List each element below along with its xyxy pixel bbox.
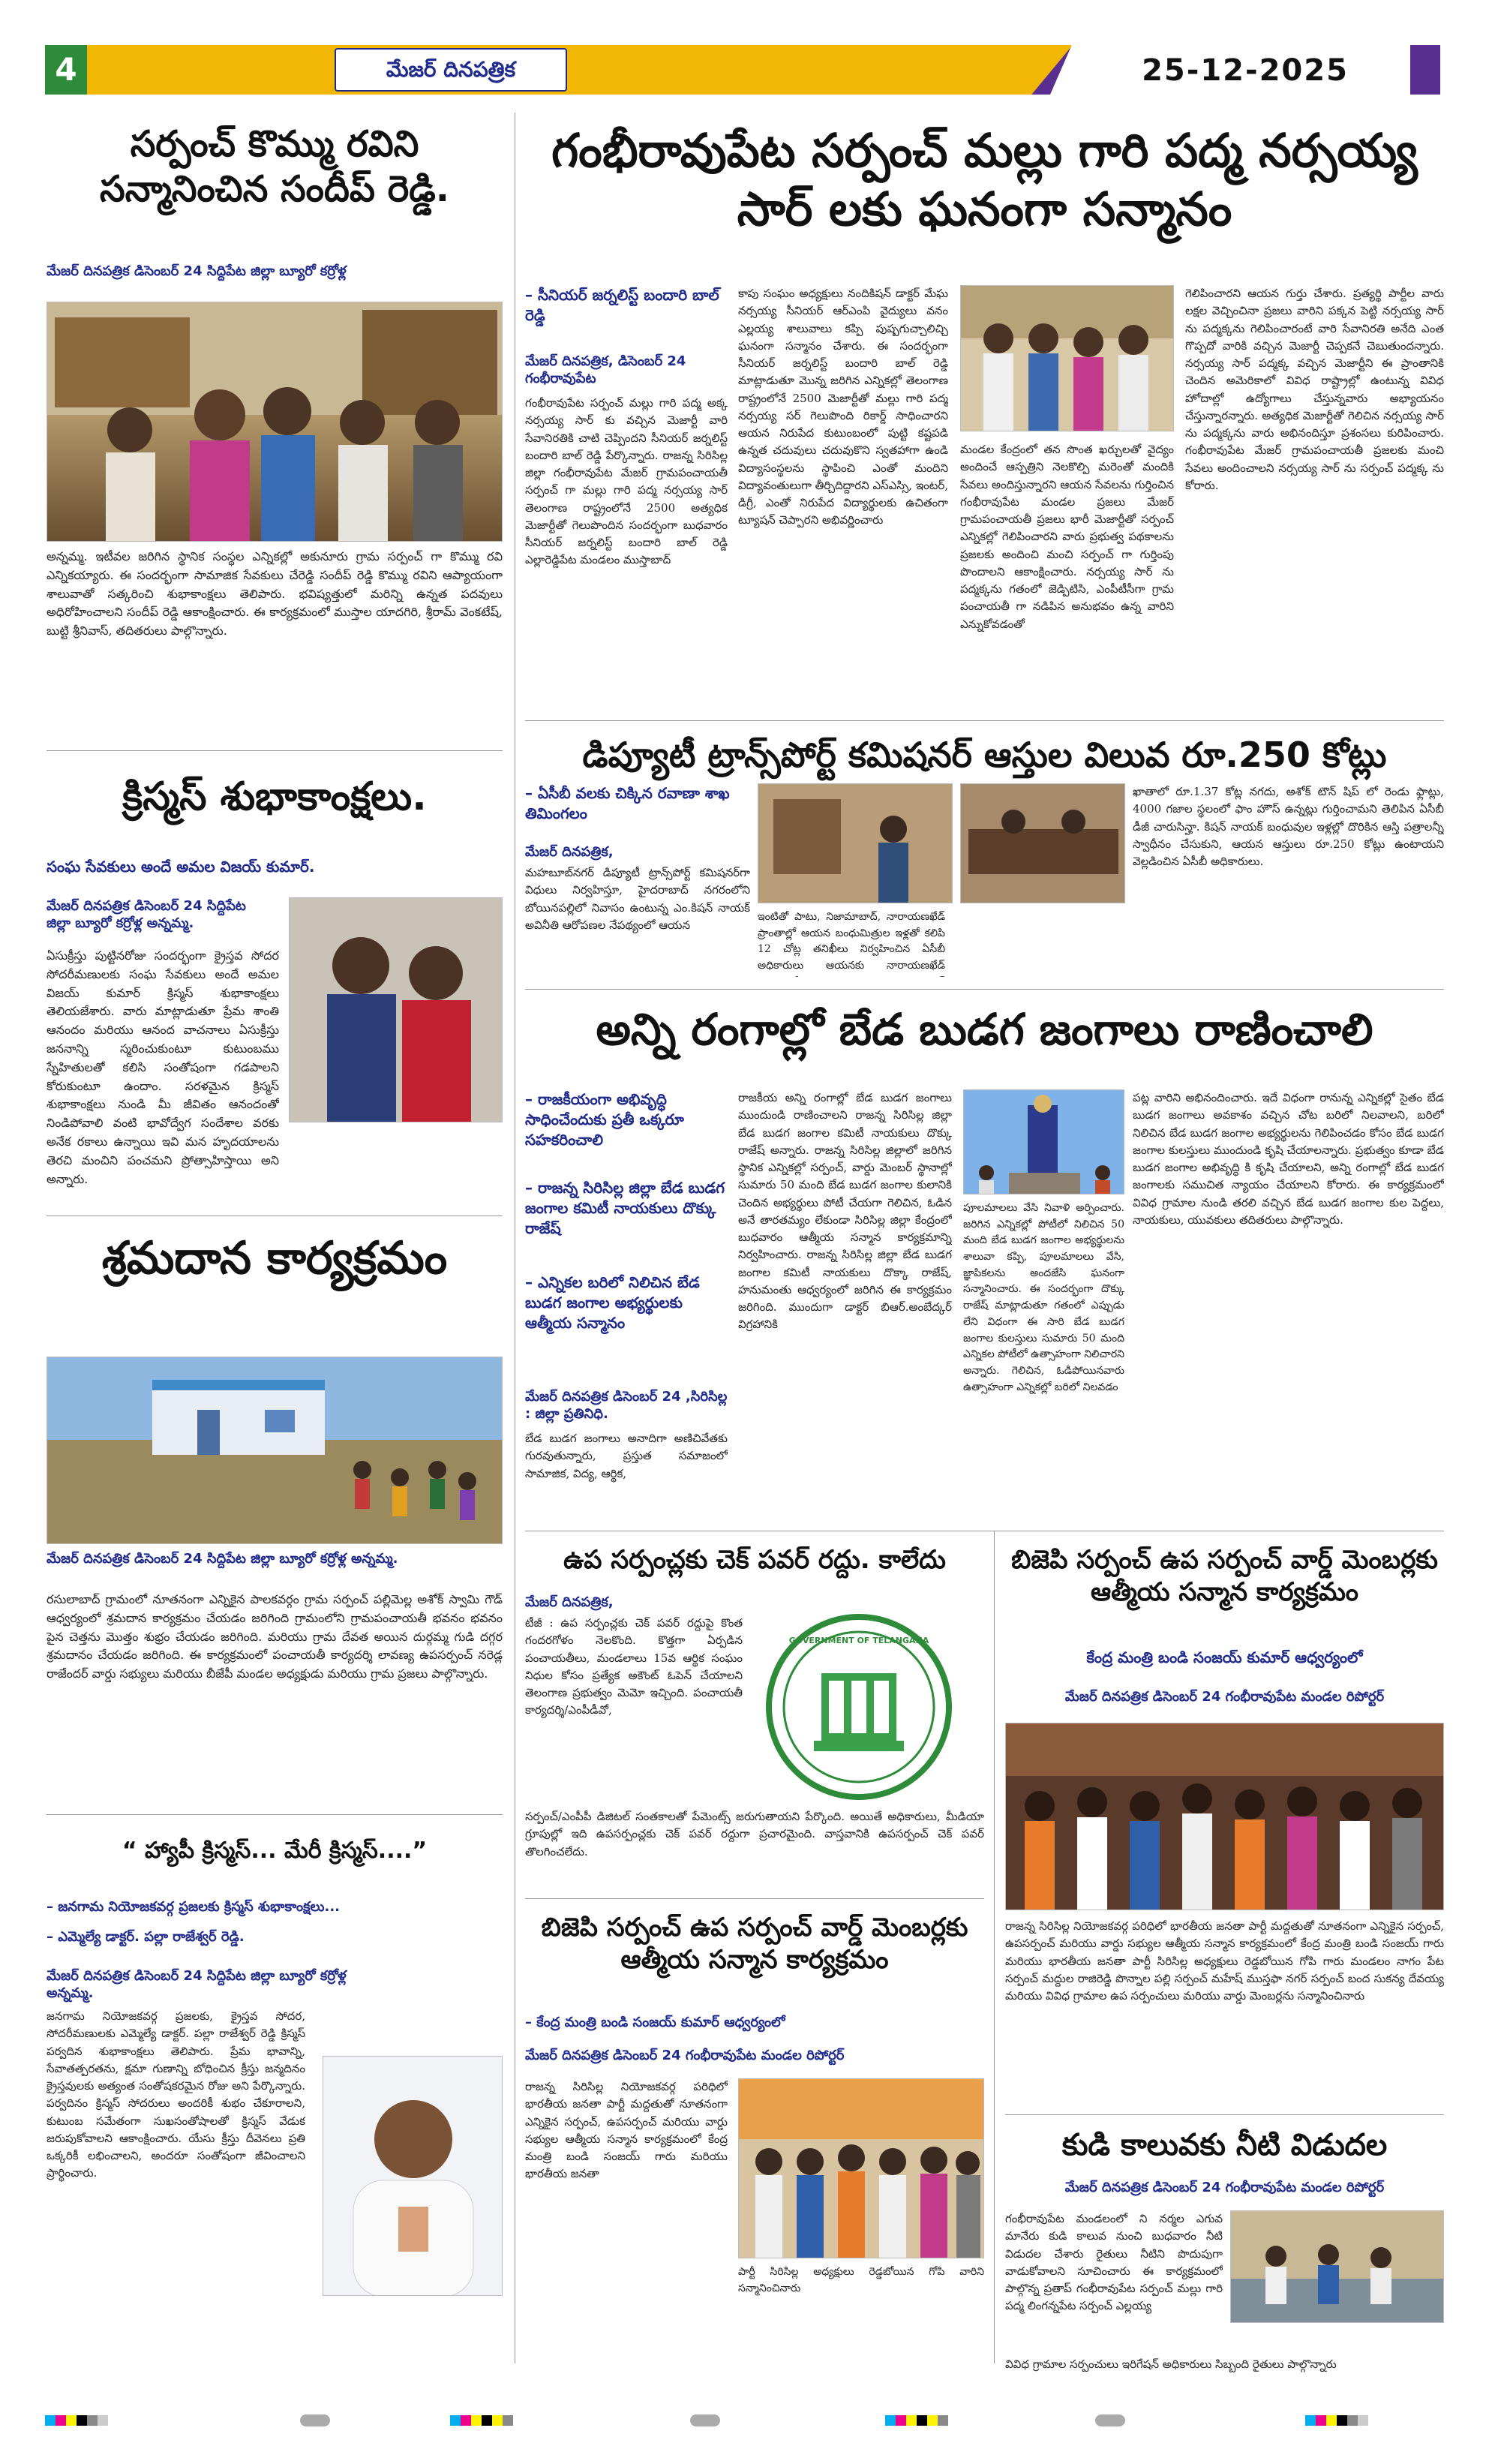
page-number: 4	[55, 51, 77, 88]
canal-water-dateline: మేజర్ దినపత్రిక డిసెంబర్ 24 గంభీరావుపేట మండల రిపోర్టర్	[1064, 2180, 1385, 2195]
bjp-right-photo-art	[1006, 1723, 1444, 1910]
bjp-center-dateline: మేజర్ దినపత్రిక డిసెంబర్ 24 గంభీరావుపేట మండల రిపోర్టర్	[525, 2048, 845, 2063]
bjp-right-headline: బిజెపి సర్పంచ్ ఉప సర్పంచ్ వార్డ్ మెంబర్లకు ఆత్మీయ సన్మాన కార్యక్రమం	[1011, 1545, 1438, 1607]
printer-grey-mark	[690, 2414, 720, 2426]
canal-water-photo-art	[1231, 2211, 1444, 2323]
check-power-headline: ఉప సర్పంచ్లకు చెక్ పవర్ రద్దు. కాలేదు	[563, 1545, 946, 1575]
check-power-body-col1: టీజీ : ఉప సర్పంచ్లకు చెక్ పవర్ రద్దుపై కొంత గందరగోళం నెలకొంది. కొత్తగా ఏర్పడిన పంచాయతీలు, మండలాలు 15వ ఆర్థిక సంఘం నిధుల కోసం ప్రత్యేక అకౌంట్ ఓపెన్ చేయాలని తెలంగాణ ప్రభుత్వం మెమో ఇచ్చింది. పంచాయతీ కార్యదర్శి/ఎంపీడీవో,	[525, 1616, 743, 1717]
gambhiraopet-photo	[960, 285, 1174, 431]
sarpanch-left-body: అన్నమ్మ. ఇటీవల జరిగిన స్థానిక సంస్థల ఎన్నికల్లో అకునూరు గ్రామ సర్పంచ్ గా కొమ్ము రవి ఎన్నికయ్యారు. ఈ సందర్భంగా సామాజిక సేవకులు చేరెడ్డి సందీప్ రెడ్డి కొమ్ము రవిని ఆప్యాయంగా శాలువాతో సత్కరించి శుభాకాంక్షలు తెలిపారు. భవిష్యత్తులో మరిన్ని ఉన్నత పదవులు అధిరోహించాలని సందీప్ రెడ్డి ఆకాంక్షించారు. ఈ కార్యక్రమంలో ముస్తాల యాదగిరి, శ్రీరామ్ వెంకటేష్, బుట్టి శ్రీనివాస్, తదితరులు పాల్గొన్నారు.	[47, 549, 503, 639]
deputy-transport-photo-2-art	[961, 784, 1125, 903]
bc-leaders-body-col3: పూలమాలలు వేసి నివాళి అర్పించారు. జరిగిన ఎన్నికల్లో పోటీలో నిలిచిన 50 మంది బేడ బుడగ జంగాల అభ్యర్థులను శాలువా కప్పి, పూలమాలలు వేసి, జ్ఞాపికలను అందజేసి ఘనంగా సన్మానించారు. ఈ సందర్భంగా దొక్కు రాజేష్ మాట్లాడుతూ గతంలో ఎప్పుడు లేని విధంగా ఈ సారి బేడ బుడగ జంగాల కులస్తులు సుమారు 50 మంది ఎన్నికల పోటీలో ఉత్సాహంగా నిలిచారని అన్నారు. గెలిచిన, ఓడిపోయినవారు ఉత్సాహంగా ఎన్నికల్లో బరిలో నిలవడం	[963, 1202, 1124, 1393]
deputy-transport-bullet: – ఏసీబీ వలకు చిక్కిన రవాణా శాఖ తిమింగలం	[525, 784, 730, 822]
bc-leaders-bullet-1: – రాజకీయంగా అభివృద్ధి సాధించేందుకు ప్రతీ ఒక్కరూ సహకరించాలి	[525, 1090, 684, 1149]
shramadana-photo-art	[47, 1357, 503, 1544]
check-power-body-col2: సర్పంచ్/ఎంపీపీ డిజిటల్ సంతకాలతో పేమెంట్స్ జరుగుతాయని పేర్కొంది. అయితే అధికారులు, మీడియా గ్రూపుల్లో ఇది ఉపసర్పంచ్లకు చెక్ పవర్ రద్దుగా ప్రచారమైంది. వాస్తవానికి ఉపసర్పంచ్ చెక్ పవర్ తొలగించలేదు.	[525, 1810, 984, 1859]
gambhiraopet-body-col4: గెలిపించారని ఆయన గుర్తు చేశారు. ప్రత్యర్థి పార్టీల వారు లక్షల వెచ్చించినా ప్రజలు వారిని పక్కన పెట్టి నర్సయ్య సార్ ను పద్మక్కను గెలిపించారంటే వారి సేవానిరతి అనేది ఎంత గొప్పదో వారికి వచ్చిన మెజార్టీ చెప్పకనే చెబుతుందన్నారు. నర్సయ్య సార్ పద్మక్క వచ్చిన మెజార్టీని ఈ ప్రాంతానికి చెందిన అమెరికాలో వివిధ రాష్ట్రాల్లో ఉంటున్న వివిధ హోదాల్లో ఉద్యోగాలు చేస్తున్నవారు అభ్యాయనం చేస్తున్నారన్నారు. అత్యధిక మెజార్టీతో గెలిచిన నర్సయ్య సార్ ను పద్మక్కను వారు అభినందిస్తూ ప్రశంసలు కురిపించారు. గంభీరావుపేట మేజర్ గ్రామపంచాయతీ ప్రజలకు మంచి సేవలు అందించాలని నర్సయ్య సార్ ను సర్పంచ్ పద్మక్క ను కోరారు.	[1185, 287, 1444, 492]
shramadana-dateline: మేజర్ దినపత్రిక డిసెంబర్ 24 సిద్దిపేట జిల్లా బ్యూరో కర్రోళ్ల అన్నమ్మ.	[47, 1551, 398, 1567]
header-date: 25-12-2025	[1142, 53, 1349, 88]
deputy-transport-body-col2: ఇంటితో పాటు, నిజామాబాద్, నారాయణఖేడ్ ప్రాంతాల్లో ఆయన బంధుమిత్రుల ఇళ్లతో కలిపి 12 చోట్ల తనిఖీలు నిర్వహించిన ఏసీబీ అధికారులు ఆయనకు నారాయణఖేడ్	[758, 911, 945, 972]
bc-leaders-dateline: మేజర్ దినపత్రిక డిసెంబర్ 24 ,సిరిసిల్ల : జిల్లా ప్రతినిధి.	[525, 1389, 728, 1423]
masthead-logo	[335, 48, 567, 92]
deputy-transport-photo-1	[758, 783, 953, 903]
deputy-transport-headline: డిప్యూటీ ట్రాన్స్‌పోర్ట్ కమిషనర్ ఆస్తుల విలువ రూ.250 కోట్లు	[582, 735, 1387, 775]
christmas-subhead: సంఘ సేవకులు అందే అమల విజయ్ కుమార్.	[47, 858, 315, 876]
christmas-body: ఏసుక్రీస్తు పుట్టినరోజు సందర్భంగా క్రైస్తవ సోదర సోదరీమణులకు సంఘ సేవకులు అందే అమల విజయ్ కుమార్ క్రిస్మస్ శుభాకాంక్షలు తెలియజేశారు. వారు మాట్లాడుతూ ప్రేమ శాంతి ఆనందం మరియు ఆనంద వాచనాలు ఏసుక్రీస్తు జననాన్ని స్మరించుకుంటూ కుటుంబము స్నేహితులతో కలిసి సంతోషంగా గడపాలని కోరుకుంటూ ఉందాం. సరళమైన క్రిస్మస్ శుభాకాంక్షలు నుండి మీ జీవితం ఆనందంతో నిండిపోవాలి వంటి భావోద్వేగ సందేశాల వరకు అనేక రకాలు ఉన్నాయి ఇవి మన హృదయాలను తెరచి మంచిని పంచమని ప్రోత్సాహిస్తాయి అని అన్నారు.	[47, 948, 279, 1186]
column-divider	[994, 1531, 995, 2363]
printer-grey-mark	[1095, 2414, 1125, 2426]
canal-water-body-col2: వివిధ గ్రామాల సర్పంచులు ఇరిగేషన్ అధికారులు సిబ్బంది రైతులు పాల్గొన్నారు	[1005, 2357, 1337, 2371]
bjp-center-body-col1: రాజన్న సిరిసిల్ల నియోజకవర్గ పరిధిలో భారతీయ జనతా పార్టీ మద్దతుతో నూతనంగా ఎన్నికైన సర్పంచ్, ఉపసర్పంచ్ మరియు వార్డు సభ్యుల ఆత్మీయ సన్మాన కార్యక్రమంలో కేంద్ర మంత్రి బండి సంజయ్ గారు మరియు భారతీయ జనతా	[525, 2080, 728, 2181]
ambedkar-statue-photo	[963, 1089, 1124, 1194]
divider	[1005, 2114, 1444, 2115]
bjp-center-headline: బిజెపి సర్పంచ్ ఉప సర్పంచ్ వార్డ్ మెంబర్లకు ఆత్మీయ సన్మాన కార్యక్రమం	[541, 1913, 968, 1975]
gambhiraopet-body-col1: గంభీరావుపేట సర్పంచ్ మల్లు గారి పద్మ అక్క నర్సయ్య సార్ కు వచ్చిన మెజార్టీ వారి సేవానిరతికి చాటి చెప్పిందని సీనియర్ జర్నలిస్ట్ బందారి బాల్ రెడ్డి పేర్కొన్నారు. రాజన్న సిరిసిల్ల జిల్లా గంభీరావుపేట మేజర్ గ్రామపంచాయతీ సర్పంచ్ గా మల్లు గారి పద్మ నర్సయ్య సార్ తెలంగాణ రాష్ట్రంలోనే 2500 అత్యధిక మెజార్టీతో గెలుపొందిన సందర్భంగా బుధవారం సీనియర్ జర్నలిస్ట్ బందారి బాల్ రెడ్డి ఎల్లారెడ్డిపేట మండలం ముస్తాబాద్	[525, 396, 728, 567]
sarpanch-honour-photo	[47, 302, 503, 542]
happy-christmas-body: జనగామ నియోజకవర్గ ప్రజలకు, క్రైస్తవ సోదర, సోదరీమణులకు ఎమ్మెల్యే డాక్టర్. పల్లా రాజేశ్వర్ రెడ్డి క్రిస్మస్ పర్వదిన శుభాకాంక్షలు తెలిపారు. ప్రేమ భావాన్ని, సేవాతత్పరతను, క్షమా గుణాన్ని బోధించిన క్రీస్తు జన్మదినం క్రైస్తవులకు అత్యంత సంతోషకరమైన రోజు అని పేర్కొన్నారు. పర్వదినం క్రిస్మస్ సోదరులు అందరికీ శుభం చేకూరాలని, కుటుంబ సమేతంగా సుఖసంతోషాలతో క్రిస్మస్ వేడుక జరుపుకోవాలని ఆకాంక్షించారు. యేసు క్రీస్తు దీవెనలు ప్రతి ఒక్కరికీ లభించాలని, అందరూ సంతోషంగా జీవించాలని ప్రార్థించారు.	[47, 2009, 305, 2180]
bc-leaders-body-col1: బేడ బుడగ జంగాలు అనాదిగా అణిచివేతకు గురవుతున్నారు, ప్రస్తుత సమాజంలో సామాజిక, విద్య, ఆర్థిక,	[525, 1432, 728, 1480]
bjp-right-subhead: కేంద్ర మంత్రి బండి సంజయ్ కుమార్ ఆధ్వర్యంలో	[1086, 1648, 1363, 1666]
canal-water-body-col1: గంభీరావుపేట మండలంలో ని నర్మల ఎగువ మానేరు కుడి కాలువ నుంచి బుధవారం నీటి విడుదల చేశారు రైతులు నీటిని పొదుపుగా వాడుకోవాలని సూచించారు ఈ కార్యక్రమంలో పాల్గొన్న ప్రతాప్ గంభీరావుపేట సర్పంచ్ మల్లు గారి పద్మ లింగన్నపేట సర్పంచ్ ఎల్లయ్య	[1005, 2212, 1223, 2313]
divider	[525, 720, 1444, 721]
bjp-right-body: రాజన్న సిరిసిల్ల నియోజకవర్గ పరిధిలో భారతీయ జనతా పార్టీ మద్దతుతో నూతనంగా ఎన్నికైన సర్పంచ్, ఉపసర్పంచ్ మరియు వార్డు సభ్యుల ఆత్మీయ సన్మాన కార్యక్రమంలో కేంద్ర మంత్రి బండి సంజయ్ గారు మరియు భారతీయ జనతా పార్టీ సిరిసిల్ల అధ్యక్షులు రెడ్డబోయిన గోపి గారు మండలం నాగం పేట సర్పంచ్ మద్దుల రాజిరెడ్డి పొన్నాల పల్లి సర్పంచ్ మహేష్ ముస్తఫా నగర్ సర్పంచ్ బంద సుకన్య దేవయ్య మరియు వివిధ గ్రామాల ఉప సర్పంచులు మరియు వార్డు మెంబర్లను సన్మానించినారు	[1005, 1919, 1444, 2003]
bjp-center-body-col2: పార్టీ సిరిసిల్ల అధ్యక్షులు రెడ్డబోయిన గోపి వారిని సన్మానించినారు	[738, 2266, 984, 2294]
masthead-title: మేజర్ దినపత్రిక	[386, 57, 516, 82]
bjp-center-photo	[738, 2078, 984, 2258]
deputy-transport-photo-1-art	[758, 784, 953, 903]
shramadana-photo	[47, 1357, 503, 1544]
shramadana-body: రసులాబాద్ గ్రామంలో నూతనంగా ఎన్నికైన పాలకవర్గం గ్రామ సర్పంచ్ పల్లిమెల్ల అశోక్ స్వామి గౌడ్ ఆధ్వర్యంలో శ్రమదాన కార్యక్రమం చేయడం జరిగింది గ్రామంలోని గ్రామపంచాయతీ భవనం భవనం పైన చెత్తను మొత్తం శుభ్రం చేయడం జరిగింది. మరియు గ్రామ దేవత అయిన దుర్గమ్మ గుడి దగ్గర శ్రమదానం చేయడం జరిగింది. ఈ కార్యక్రమంలో పంచాయతీ కార్యదర్శి లావణ్య ఉపసర్పంచ్ నరెడ్ల రాజేందర్ వార్డు సభ్యులు మరియు బీజేపీ మండల అధ్యక్షుడు మరియు గ్రామ ప్రజలు పాల్గొన్నారు.	[47, 1592, 503, 1681]
printer-color-marks-center	[450, 2414, 578, 2429]
printer-grey-mark	[300, 2414, 330, 2426]
sarpanch-left-dateline: మేజర్ దినపత్రిక డిసెంబర్ 24 సిద్దిపేట జిల్లా బ్యూరో కర్రోళ్ల	[47, 263, 347, 279]
bjp-center-photo-art	[739, 2079, 984, 2258]
divider	[47, 750, 503, 751]
gambhiraopet-bullet: – సీనియర్ జర్నలిస్ట్ బందారి బాల్ రెడ్డి	[525, 286, 719, 324]
bjp-right-photo	[1005, 1723, 1444, 1910]
deputy-transport-photo-2	[960, 783, 1125, 903]
happy-christmas-dateline: మేజర్ దినపత్రిక డిసెంబర్ 24 సిద్దిపేట జిల్లా బ్యూరో కర్రోళ్ల అన్నమ్మ.	[47, 1968, 347, 2002]
bc-leaders-body-col4: పట్ల వారిని అభినందించారు. ఇదే విధంగా రానున్న ఎన్నికల్లో సైతం బేడ బుడగ జంగాలు అవకాశం వచ్చిన చోట బరిలో నిలవాలని, బరిలో నిలిచిన బేడ బుడగ జంగాల అభ్యర్థులను గెలిపించడం కోసం బేడ బుడగ జంగాల కులస్తులు ముందుండి కృషి చేయాలన్నారు. ప్రభుత్వం కూడా బేడ బుడగ జంగాల అభివృద్ధి కి కృషి చేయాలని, అన్ని రంగాల్లో బేడ బుడగ జంగాలకు సముచిత న్యాయం చేయాలని కోరారు. ఈ కార్యక్రమంలో వివిధ గ్రామాల నుండి తరలి వచ్చిన బేడ బుడగ జంగాల కుల పెద్దలు, నాయకులు, యువకులు తదితరులు పాల్గొన్నారు.	[1133, 1091, 1444, 1227]
printer-color-marks-left	[45, 2414, 165, 2429]
divider	[47, 1215, 503, 1216]
gambhiraopet-headline: గంభీరావుపేట సర్పంచ్ మల్లు గారి పద్మ నర్సయ్య సార్ లకు ఘనంగా సన్మానం	[551, 123, 1418, 236]
sarpanch-left-headline: సర్పంచ్ కొమ్ము రవిని సన్మానించిన సందీప్ రెడ్డి.	[100, 123, 449, 210]
gambhiraopet-body-col2: కాపు సంఘం అధ్యక్షులు నందికిషన్ డాక్టర్ మేఘ నర్సయ్య సీనియర్ ఆర్ఎంపి వైద్యులు వనం ఎల్లయ్య శాలువాలు కప్పి పుష్పగుచ్చాలిచ్చి ఘనంగా సన్మానం చేశారు. ఈ సందర్భంగా సీనియర్ జర్నలిస్ట్ బందారి బాల్ రెడ్డి మాట్లాడుతూ మొన్న జరిగిన ఎన్నికల్లో తెలంగాణ రాష్ట్రంలోనే 2500 మెజార్టీతో మల్లు గారి పద్మ నర్సయ్య సర్ గెలుపొంది రికార్డ్ సాధించారని ఆయన నిరుపేద కుటుంబంలో పుట్టి కష్టపడి ఉన్నత చదువులు చదువుకొని స్వతహాగా ఉండి విద్యాసంస్థలను స్థాపించి ఎంతో మందిని విద్యావంతులుగా తీర్చిదిద్దారని ఎస్ఎస్సి, ఇంటర్, డిగ్రీ, ఎంతో నిరుపేద విద్యార్థులకు ఉచితంగా ట్యూషన్ చెప్పారని అభివర్ణించారు	[738, 287, 948, 527]
sarpanch-honour-photo-art	[47, 302, 503, 542]
telangana-seal-text: GOVERNMENT OF TELANGANA	[788, 1636, 929, 1645]
christmas-dateline: మేజర్ దినపత్రిక డిసెంబర్ 24 సిద్దిపేట జిల్లా బ్యూరో కర్రోళ్ల అన్నమ్మ.	[47, 898, 246, 932]
deputy-transport-body-col1: మహబూబ్‌నగర్ డిప్యూటీ ట్రాన్స్‌పోర్ట్ కమిషనర్‌గా విధులు నిర్వహిస్తూ, హైదరాబాద్ నగరంలోని బోయినపల్లిలో నివాసం ఉంటున్న ఎం.కిషన్ నాయక్ అవినీతి ఆరోపణల నేపథ్యంలో ఆయన	[525, 866, 750, 932]
page-header	[0, 0, 1489, 99]
printer-color-marks-far-right	[1305, 2414, 1440, 2429]
happy-christmas-headline: “ హ్యాపీ క్రిస్మస్... మేరీ క్రిస్మస్....”	[122, 1837, 428, 1864]
check-power-dateline: మేజర్ దినపత్రిక,	[525, 1594, 614, 1610]
ambedkar-statue-photo-art	[964, 1090, 1124, 1194]
bc-leaders-bullet-2: – రాజన్న సిరిసిల్ల జిల్లా బేడ బుడగ జంగాల కమిటీ నాయకులు దొక్కు రాజేష్	[525, 1179, 725, 1237]
printer-color-marks-right	[885, 2414, 1013, 2429]
deputy-transport-body-col3: ఖాతాలో రూ.1.37 కోట్ల నగదు, అశోక్ టౌన్ షిప్ లో రెండు ఫ్లాట్లు, 4000 గజాల స్థలంలో ఫాం హౌస్ ఉన్నట్లు గుర్తించామని తెలిపిన ఏసీబీ డీజీ చారుసిన్హా. కిషన్ నాయక్ బంధువుల ఇళ్లల్లో దొరికిన ఆస్తి పత్రాలన్నీ స్వాధీనం చేసుకుని, ఆయన ఆస్తులు రూ.250 కోట్లు ఉంటాయని వెల్లడించిన ఏసీబీ అధికారులు.	[1133, 785, 1444, 868]
canal-water-headline: కుడి కాలువకు నీటి విడుదల	[1061, 2128, 1388, 2162]
telangana-seal	[758, 1606, 960, 1808]
bjp-right-dateline: మేజర్ దినపత్రిక డిసెంబర్ 24 గంభీరావుపేట మండల రిపోర్టర్	[1064, 1689, 1385, 1705]
christmas-couple-photo-art	[290, 898, 503, 1122]
christmas-couple-photo	[289, 897, 503, 1122]
bjp-center-bullet: – కేంద్ర మంత్రి బండి సంజయ్ కుమార్ ఆధ్వర్యంలో	[525, 2015, 785, 2030]
divider	[47, 1814, 503, 1815]
gambhiraopet-dateline: మేజర్ దినపత్రిక, డిసెంబర్ 24 గంభీరావుపేట	[525, 353, 686, 387]
christmas-headline: క్రిస్మస్ శుభాకాంక్షలు.	[122, 774, 427, 819]
happy-christmas-bullet-1: – జనగామ నియోజకవర్గ ప్రజలకు క్రిస్మస్ శుభాకాంక్షలు...	[47, 1899, 341, 1915]
shramadana-headline: శ్రమదాన కార్యక్రమం	[101, 1232, 448, 1285]
happy-christmas-bullet-2: – ఎమ్మెల్యే డాక్టర్. పల్లా రాజేశ్వర్ రెడ్డి.	[47, 1929, 245, 1945]
mla-portrait	[323, 2056, 503, 2296]
gambhiraopet-photo-art	[961, 286, 1174, 431]
divider	[525, 1898, 984, 1899]
bc-leaders-bullet-3: – ఎన్నికల బరిలో నిలిచిన బేడ బుడగ జంగాల అభ్యర్థులకు ఆత్మీయ సన్మానం	[525, 1273, 700, 1332]
bc-leaders-body-col2: రాజకీయ అన్ని రంగాల్లో బేడ బుడగ జంగాలు ముందుండి రాణించాలని రాజన్న సిరిసిల్ల జిల్లా బేడ బుడగ జంగాల కమిటీ నాయకులు దొక్కు రాజేష్ అన్నారు. రాజన్న సిరిసిల్ల జిల్లాలో జరిగిన స్థానిక ఎన్నికల్లో సర్పంచ్, వార్డు మెంబర్ స్థానాల్లో సుమారు 50 మంది బేడ బుడగ జంగాల కులానికి చెందిన అభ్యర్థులు పోటీ చేయగా గెలిచిన, ఓడిన అనే తారతమ్యం లేకుండా సిరిసిల్ల జిల్లా కేంద్రంలో బుధవారం ఆత్మీయ సన్మాన కార్యక్రమాన్ని నిర్వహించారు. రాజన్న సిరిసిల్ల జిల్లా బేడ బుడగ జంగాల కమిటీ నాయకులు దొక్కా రాజేష్, హనుమంతు ఆధ్వర్యంలో జరిగిన ఈ కార్యక్రమం జరిగింది. ముందుగా డాక్టర్ బిఆర్.అంబేద్కర్ విగ్రహానికి	[738, 1091, 952, 1332]
canal-water-photo	[1230, 2210, 1444, 2323]
gambhiraopet-body-col3: మండల కేంద్రంలో తన సొంత ఖర్చులతో వైద్యం అందించే ఆస్పత్రిని నెలకొల్పి మరెంతో మందికి సేవలు అందిస్తున్నారని ఆయన సేవలను గుర్తించిన గంభీరావుపేట మండల ప్రజలు మేజర్ గ్రామపంచాయతీ ప్రజలు భారీ మెజార్టీతో సర్పంచ్ ఎన్నికల్లో గెలిపించారని వారు ప్రభుత్వ పథకాలను ప్రజలకు అందించి మంచి సర్పంచ్ గా గుర్తింపు పొందాలని ఆకాంక్షించారు. నర్సయ్య సార్ ను పద్మక్కను గతంలో జెడ్పిటిసి, ఎంపీటీసీగా గ్రామ పంచాయతీ గా నడిపిన అనుభవం ఉన్న వారిని ఎన్నుకోవడంతో	[960, 443, 1174, 631]
bc-leaders-headline: అన్ని రంగాల్లో బేడ బుడగ జంగాలు రాణించాలి	[596, 1004, 1373, 1055]
mla-portrait-art	[323, 2057, 503, 2296]
deputy-transport-dateline: మేజర్ దినపత్రిక,	[525, 844, 614, 860]
divider	[525, 989, 1444, 990]
